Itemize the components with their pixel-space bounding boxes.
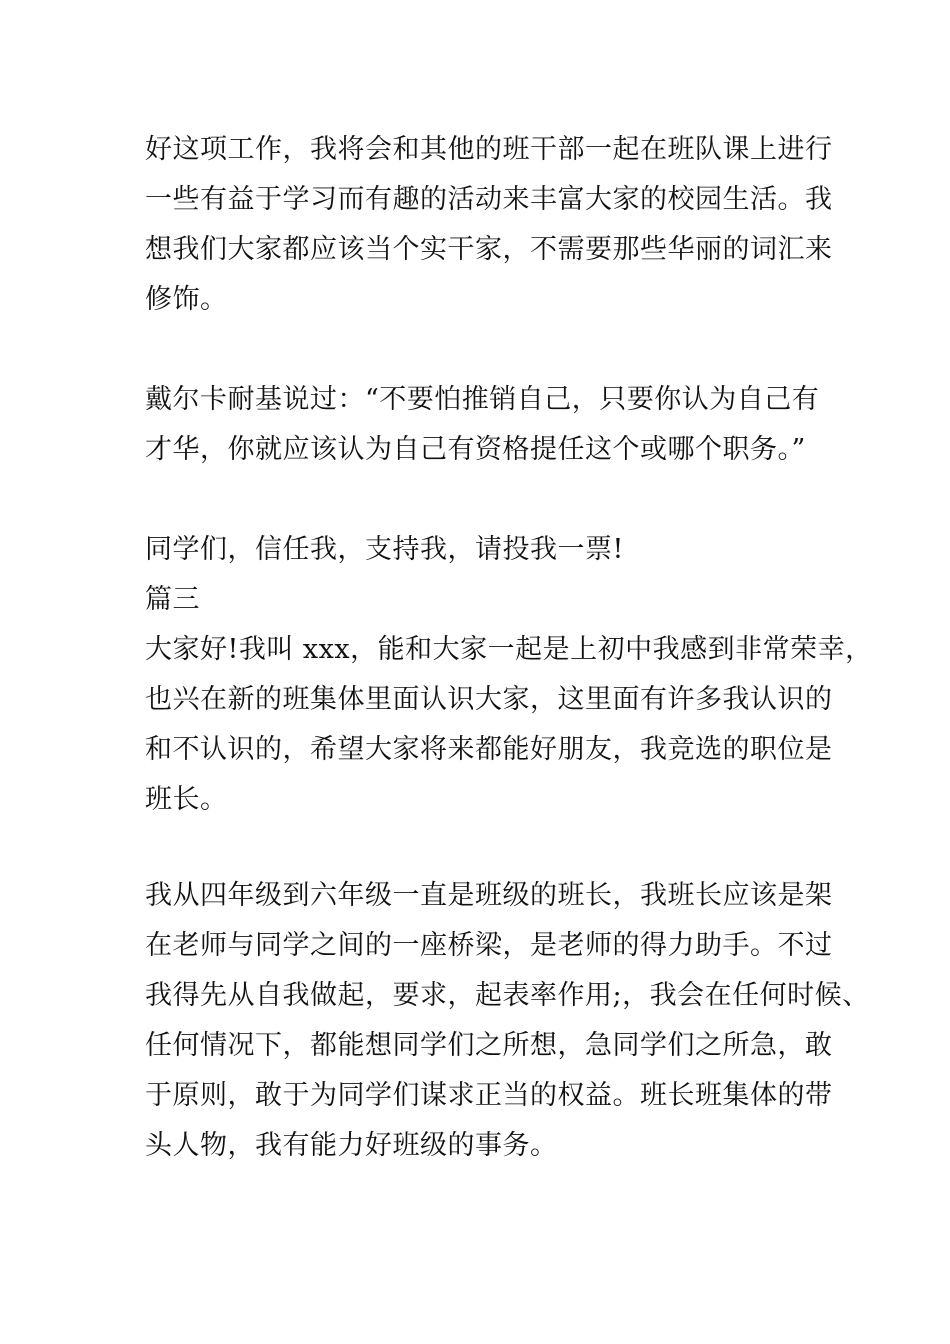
text-line: 戴尔卡耐基说过：“不要怕推销自己，只要你认为自己有 [145,384,820,415]
text-line: 也兴在新的班集体里面认识大家，这里面有许多我认识的 [145,684,833,715]
text-line: 在老师与同学之间的一座桥梁，是老师的得力助手。不过 [145,930,833,961]
text-line: 和不认识的，希望大家将来都能好朋友，我竞选的职位是 [145,734,833,765]
text-line: 于原则，敢于为同学们谋求正当的权益。班长班集体的带 [145,1080,833,1111]
text-line: 我得先从自我做起，要求，起表率作用;，我会在任何时候、 [145,980,870,1011]
text-line: 想我们大家都应该当个实干家，不需要那些华丽的词汇来 [145,234,833,265]
text-line: 大家好!我叫 xxx，能和大家一起是上初中我感到非常荣幸， [145,634,873,665]
text-line: 头人物，我有能力好班级的事务。 [145,1130,558,1161]
text-line: 才华，你就应该认为自己有资格提任这个或哪个职务。” [145,434,806,465]
text-line: 班长。 [145,784,228,815]
section-heading: 篇三 [145,584,200,615]
text-line: 好这项工作，我将会和其他的班干部一起在班队课上进行 [145,134,833,165]
text-line: 同学们，信任我，支持我，请投我一票! [145,534,624,565]
text-line: 任何情况下，都能想同学们之所想，急同学们之所急，敢 [145,1030,833,1061]
text-line: 我从四年级到六年级一直是班级的班长，我班长应该是架 [145,880,833,911]
text-line: 修饰。 [145,284,228,315]
text-line: 一些有益于学习而有趣的活动来丰富大家的校园生活。我 [145,184,833,215]
